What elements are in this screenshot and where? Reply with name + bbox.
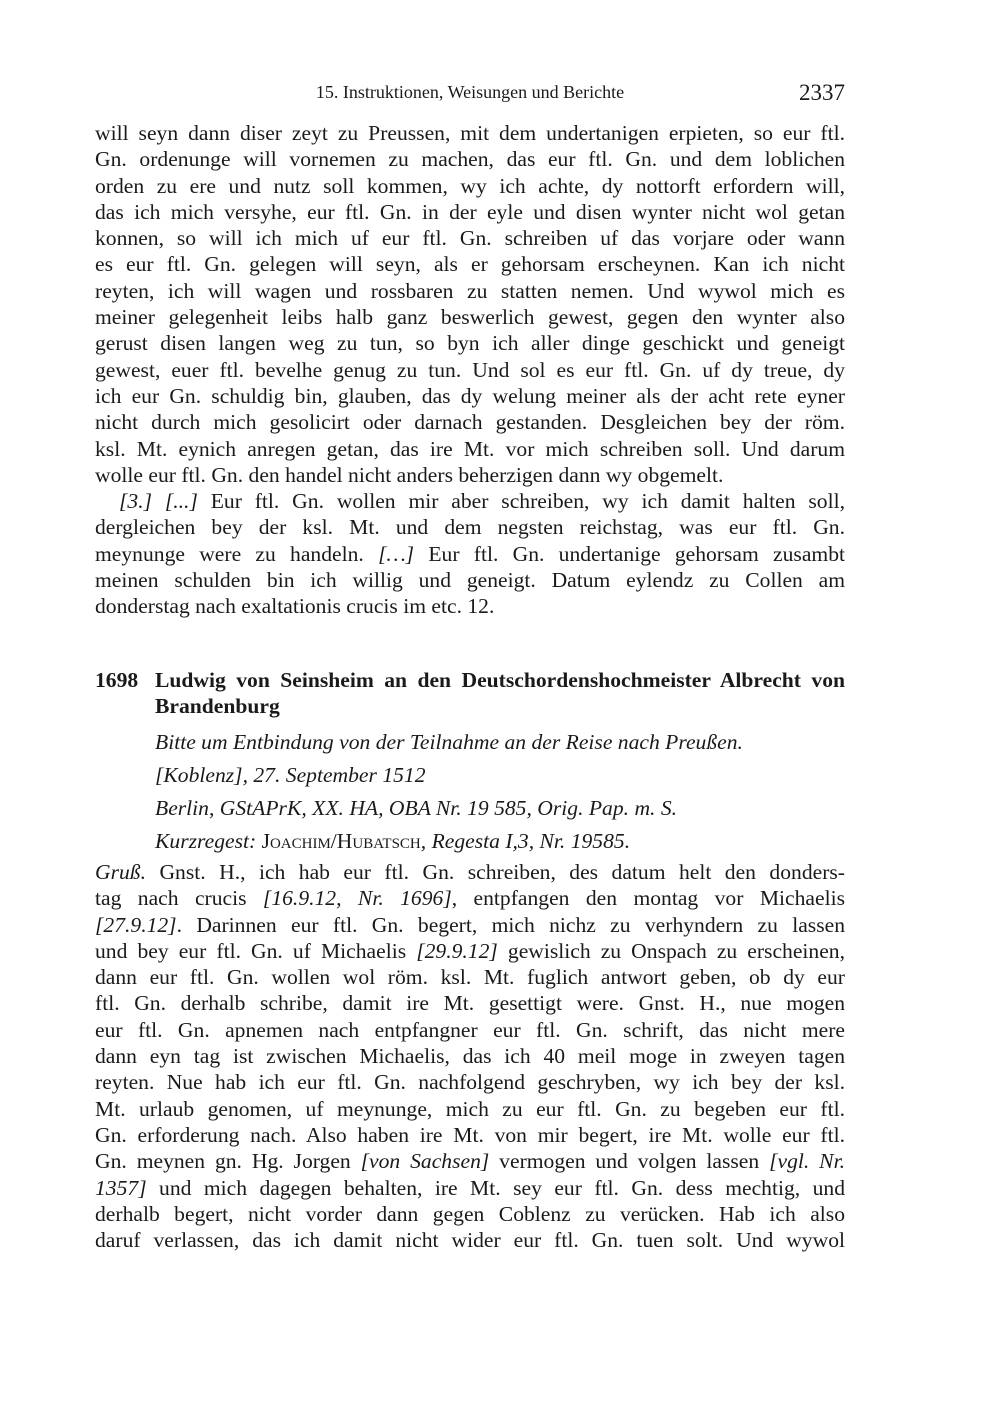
text-line: dergleichen bey der ksl. Mt. und dem negsten reichstag, was eur ftl. Gn. xyxy=(95,515,845,540)
text-line: ftl. Gn. derhalb schribe, damit ire Mt. gesettigt were. Gnst. H., nue mogen xyxy=(95,991,845,1016)
continuation-paragraph xyxy=(95,120,845,488)
text-line: ksl. Mt. eynich anregen getan, das ire Mt. vor mich schreiben soll. Und darum xyxy=(95,436,845,461)
text-line: Gn. erforderung nach. Also haben ire Mt. von mir begert, ire Mt. wolle eur ftl. xyxy=(95,1122,845,1147)
text-line: Mt. urlaub genomen, uf meynunge, mich zu eur ftl. Gn. zu begeben eur ftl. xyxy=(95,1096,845,1121)
text-line: daruf verlassen, das ich damit nicht wider eur ftl. Gn. tuen solt. Und wywol xyxy=(95,1228,845,1253)
text-line: Gn. meynen gn. Hg. Jorgen [von Sachsen] vermogen und volgen lassen [vgl. Nr. xyxy=(95,1149,845,1174)
text-line: meiner gelegenheit leibs halb ganz beswerlich gewest, gegen den wynter also xyxy=(95,305,845,330)
text-line: ich eur Gn. schuldig bin, glauben, das dy welung meiner als der acht rete eyner xyxy=(95,383,845,408)
editorial-note: [27.9.12] xyxy=(95,912,177,937)
document-number: 1698 xyxy=(95,668,139,692)
text-line: reyten. Nue hab ich eur ftl. Gn. nachfolgend geschryben, wy ich bey der ksl. xyxy=(95,1070,845,1095)
running-head xyxy=(95,80,845,108)
text-line: gerust disen langen weg zu tun, so byn ich aller dinge geschickt und geneigt xyxy=(95,331,845,356)
greeting-marker: Gruß. xyxy=(95,860,146,884)
text-line: meynunge were zu handeln. […] Eur ftl. Gn. undertanige gehorsam zusambt xyxy=(95,541,845,566)
document-date: [Koblenz], 27. September 1512 xyxy=(155,763,426,787)
omission-marker: […] xyxy=(378,541,415,566)
editorial-note: [29.9.12] xyxy=(416,938,498,963)
document-source: Berlin, GStAPrK, XX. HA, OBA Nr. 19 585, Orig. Pap. m. S. xyxy=(155,796,678,820)
text-line: konnen, so will ich mich uf eur ftl. Gn. schreiben uf das vorjare oder wann xyxy=(95,226,845,251)
title-line: Ludwig von Seinsheim an den Deutschordenshochmeister Albrecht von xyxy=(155,668,845,692)
document-regest: Kurzregest: Joachim/Hubatsch, Regesta I,3, Nr. 19585. xyxy=(155,829,631,853)
text-line: [27.9.12]. Darinnen eur ftl. Gn. begert, mich nichz zu verhyndern zu lassen xyxy=(95,912,845,937)
text-line: wolle eur ftl. Gn. den handel nicht anders beherzigen dann wy obgemelt. xyxy=(95,462,724,487)
text-line: nicht durch mich gesolicirt oder darnach gestanden. Desgleichen bey der röm. xyxy=(95,410,845,435)
closing-paragraph xyxy=(95,488,845,619)
text-line: tag nach crucis [16.9.12, Nr. 1696], entpfangen den montag vor Michaelis xyxy=(95,886,845,911)
title-line: Brandenburg xyxy=(155,694,280,719)
text-line: orden zu ere und nutz soll kommen, wy ich achte, dy nottorft erfordern will, xyxy=(95,173,845,198)
running-title: 15. Instruktionen, Weisungen und Berichte xyxy=(315,82,625,102)
text-line: eur ftl. Gn. apnemen nach entpfangner eur ftl. Gn. schrift, das nicht mere xyxy=(95,1017,845,1042)
text-line: dann eyn tag ist zwischen Michaelis, das ich 40 meil moge in zweyen tagen xyxy=(95,1044,845,1069)
text-line: dann eur ftl. Gn. wollen wol röm. ksl. Mt. fuglich antwort geben, ob dy eur xyxy=(95,965,845,990)
text-line: derhalb begert, nicht vorder dann gegen Coblenz zu verücken. Hab ich also xyxy=(95,1201,845,1226)
text-line: donderstag nach exaltationis crucis im etc. 12. xyxy=(95,594,495,619)
text-line: Gn. ordenunge will vornemen zu machen, das eur ftl. Gn. und dem loblichen xyxy=(95,147,845,172)
document-summary: Bitte um Entbindung von der Teilnahme an der Reise nach Preußen. xyxy=(155,730,743,754)
text-line: Gruß. Gnst. H., ich hab eur ftl. Gn. schreiben, des datum helt den donders- xyxy=(95,860,845,884)
document-heading xyxy=(95,667,845,720)
editorial-note: 1357] xyxy=(95,1175,147,1200)
text-line: es eur ftl. Gn. gelegen will seyn, als er gehorsam erscheynen. Kan ich nicht xyxy=(95,252,845,277)
text-line: meinen schulden bin ich willig und geneigt. Datum eylendz zu Collen am xyxy=(95,567,845,592)
editorial-note: [von Sachsen] xyxy=(360,1149,490,1174)
document-title xyxy=(155,667,845,720)
page-number: 2337 xyxy=(799,80,845,105)
text-line: reyten, ich will wagen und rossbaren zu statten nemen. Und wywol mich es xyxy=(95,278,845,303)
letter-body xyxy=(95,859,845,1253)
editorial-note: [vgl. Nr. xyxy=(769,1149,845,1174)
text-line: gewest, euer ftl. bevelhe genug zu tun. Und sol es eur ftl. Gn. uf dy treue, dy xyxy=(95,357,845,382)
text-line: und bey eur ftl. Gn. uf Michaelis [29.9.12] gewislich zu Onspach zu erscheinen, xyxy=(95,938,846,963)
text-line: 1357] und mich dagegen behalten, ire Mt. sey eur ftl. Gn. dess mechtig, und xyxy=(95,1175,845,1200)
section-marker: [3.] [...] xyxy=(119,489,198,513)
text-line: das ich mich versyhe, eur ftl. Gn. in der eyle und disen wynter nicht wol getan xyxy=(95,199,845,224)
text-line: will seyn dann diser zeyt zu Preussen, mit dem undertanigen erpieten, so eur ftl. xyxy=(95,121,845,145)
regest-authors: Joachim/Hubatsch xyxy=(256,829,421,853)
text-line: [3.] [...] Eur ftl. Gn. wollen mir aber schreiben, wy ich damit halten soll, xyxy=(119,489,845,513)
editorial-note: [16.9.12, Nr. 1696] xyxy=(262,886,452,911)
